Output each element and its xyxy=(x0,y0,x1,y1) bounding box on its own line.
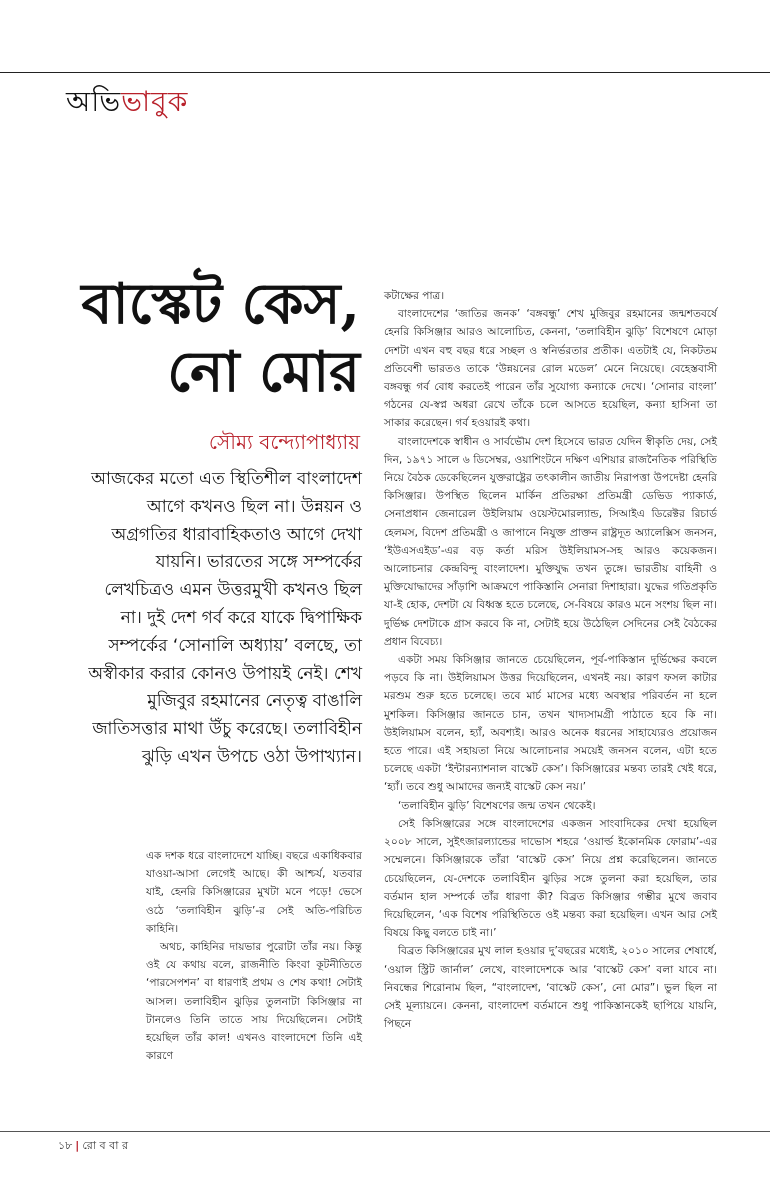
magazine-name: রো ব বা র xyxy=(82,1139,128,1152)
paragraph: সেই কিসিঞ্জারের সঙ্গে বাংলাদেশের একজন সাংবাদিকের দেখা হয়েছিল ২০০৮ সালে, সুইৎজারল্যান্ডের দাভোস শহরে ‘ওয়ার্ল্ড ইকোনমিক ফোরাম’-এর সম্মেলনে। কিসিঞ্জারকে তাঁরা ‘বাস্কেট কেস’ নিয়ে প্রশ্ন করেছিলেন। জানতে চেয়েছিলেন, যে-দেশকে তলাবিহীন ঝুড়ির সঙ্গে তুলনা করা হয়েছিল, তার বর্তমান হাল সম্পর্কে তাঁর ধারণা কী? বিব্রত কিসিঞ্জার গম্ভীর মুখে জবাব দিয়েছিলেন, ‘এক বিশেষ পরিস্থিতিতে ওই মন্তব্য করা হয়েছিল। এখন আর সেই বিষয়ে কিছু বলতে চাই না।’ xyxy=(384,817,717,940)
page-number: ১৮ xyxy=(58,1139,73,1152)
article-title xyxy=(60,270,360,406)
article-author: সৌম্য বন্দ্যোপাধ্যায় xyxy=(208,430,360,454)
article-lede xyxy=(82,466,362,772)
body-column-left xyxy=(146,847,362,1065)
body-column-right xyxy=(384,287,717,1033)
section-header-part1: অভি xyxy=(66,85,122,118)
footer-rule xyxy=(0,1131,770,1132)
page-folio xyxy=(58,1137,128,1156)
lede-text: আজকের মতো এত স্থিতিশীল বাংলাদেশ আগে কখনও ছিল না। উন্নয়ন ও অগ্রগতির ধারাবাহিকতাও আগে দেখা যায়নি। ভারতের সঙ্গে সম্পর্কের লেখচিত্রও এমন উত্তরমুখী কখনও ছিল না। দুই দেশ গর্ব করে যাকে দ্বিপাক্ষিক সম্পর্কের ‘সোনালি অধ্যায়’ বলছে, তা অস্বীকার করার কোনও উপায়ই নেই। শেখ মুজিবুর রহমানের নেতৃত্ব বাঙালি জাতিসত্তার মাথা উঁচু করেছে। তলাবিহীন ঝুড়ি এখন উপচে ওঠা উপাখ্যান। xyxy=(88,469,362,767)
top-rule xyxy=(0,72,770,73)
paragraph: ‘তলাবিহীন ঝুড়ি’ বিশেষণের জন্ম তখন থেকেই। xyxy=(398,799,596,812)
paragraph: এক দশক ধরে বাংলাদেশে যাচ্ছি। বছরে একাধিকবার যাওয়া-আসা লেগেই আছে। কী আশ্চর্য, যতবার যাই, হেনরি কিসিঞ্জারের মুখটা মনে পড়ে! ভেসে ওঠে ‘তলাবিহীন ঝুড়ি’-র সেই অতি-পরিচিত কাহিনি। xyxy=(146,850,362,935)
paragraph: কটাক্ষের পাত্র। xyxy=(384,290,445,302)
paragraph: বিব্রত কিসিঞ্জারের মুখ লাল হওয়ার দু’বছরের মধ্যেই, ২০১০ সালের শেষার্ধে, ‘ওয়াল স্ট্রিট জার্নাল’ লেখে, বাংলাদেশকে আর ‘বাস্কেট কেস’ বলা যাবে না। নিবন্ধের শিরোনাম ছিল, “বাংলাদেশ, ‘বাস্কেট কেস’, নো মোর”। ভুল ছিল না সেই মূল্যায়নে। কেননা, বাংলাদেশ বর্তমানে শুধু পাকিস্তানকেই ছাপিয়ে যায়নি, পিছনে xyxy=(384,945,717,1031)
paragraph: বাংলাদেশের ‘জাতির জনক’ ‘বঙ্গবন্ধু’ শেখ মুজিবুর রহমানের জন্মশতবর্ষে হেনরি কিসিঞ্জার আরও আলোচিত, কেননা, ‘তলাবিহীন ঝুড়ি’ বিশেষণে মোড়া দেশটা এখন বহু বছর ধরে সচ্ছল ও স্বনির্ভরতার প্রতীক। এতটাই যে, নিকটতম প্রতিবেশী ভারতও তাকে ‘উন্নয়নের রোল মডেল’ মেনে নিয়েছে। বেহেস্তবাসী বঙ্গবন্ধু গর্ব বোধ করতেই পারেন তাঁর সুযোগ্য কন্যাকে দেখে। ‘সোনার বাংলা’ গঠনের যে-স্বপ্ন অধরা রেখে তাঁকে চলে আসতে হয়েছিল, কন্যা হাসিনা তা সাকার করেছেন। গর্ব হওয়ারই কথা। xyxy=(384,308,717,430)
paragraph: একটা সময় কিসিঞ্জার জানতে চেয়েছিলেন, পূর্ব-পাকিস্তান দুর্ভিক্ষের কবলে পড়বে কি না। উইলিয়ামস উত্তর দিয়েছিলেন, এখনই নয়। কারণ ফসল কাটার মরশুম শুরু হতে চলেছে। তবে মার্চ মাসের মধ্যে অবস্থার পরিবর্তন না হলে মুশকিল। কিসিঞ্জার জানতে চান, তখন খাদ্যসামগ্রী পাঠাতে হবে কি না। উইলিয়ামস বলেন, হ্যাঁ, অবশ্যই। আরও অনেক ধরনের সাহায্যেরও প্রয়োজন হতে পারে। এই সহায়তা নিয়ে আলোচনার সময়েই জনসন বলেন, এটা হতে চলেছে একটা ‘ইন্টারন্যাশনাল বাস্কেট কেস’। কিসিঞ্জারের মন্তব্য তারই খেই ধরে, ‘হ্যাঁ। তবে শুধু আমাদের জন্যই বাস্কেট কেস নয়।’ xyxy=(384,654,717,794)
article-title-line1: বাস্কেট কেস, xyxy=(81,271,360,337)
section-header-part2: ভাবুক xyxy=(121,85,189,118)
section-header xyxy=(66,80,188,127)
paragraph: বাংলাদেশকে স্বাধীন ও সার্বভৌম দেশ হিসেবে ভারত যেদিন স্বীকৃতি দেয়, সেই দিন, ১৯৭১ সালে ৬ ডিসেম্বর, ওয়াশিংটনে দক্ষিণ এশিয়ার রাজনৈতিক পরিস্থিতি নিয়ে বৈঠক ডেকেছিলেন যুক্তরাষ্ট্রের তৎকালীন জাতীয় নিরাপত্তা উপদেষ্টা হেনরি কিসিঞ্জার। উপস্থিত ছিলেন মার্কিন প্রতিরক্ষা প্রতিমন্ত্রী ডেভিড প্যাকার্ড, সেনাপ্রধান জেনারেল উইলিয়াম ওয়েস্টমোরল্যান্ড, সিআইএ ডিরেক্টর রিচার্ড হেলমস, বিদেশ প্রতিমন্ত্রী ও জাপানে নিযুক্ত প্রাক্তন রাষ্ট্রদূত অ্যালেক্সিস জনসন, ‘ইউএসএইড’-এর বড় কর্তা মরিস উইলিয়ামস-সহ আরও কয়েকজন। আলোচনার কেন্দ্রবিন্দু বাংলাদেশ। মুক্তিযুদ্ধ তখন তুঙ্গে। ভারতীয় বাহিনী ও মুক্তিযোদ্ধাদের সাঁড়াশি আক্রমণে পাকিস্তানি সেনারা দিশাহারা। যুদ্ধের গতিপ্রকৃতি যা-ই হোক, দেশটা যে বিধ্বস্ত হতে চলেছে, সে-বিষয়ে কারও মনে সংশয় ছিল না। দুর্ভিক্ষ দেশটাকে গ্রাস করবে কি না, সেটাই হয়ে উঠেছিল সেদিনের সেই বৈঠকের প্রধান বিবেচ্য। xyxy=(384,435,717,648)
folio-separator: | xyxy=(75,1139,80,1152)
paragraph: অথচ, কাহিনির দায়ভার পুরোটা তাঁর নয়। কিন্তু ওই যে কথায় বলে, রাজনীতি কিংবা কূটনীতিতে ‘পারসেপশন’ বা ধারণাই প্রথম ও শেষ কথা! সেটাই আসল। তলাবিহীন ঝুড়ির তুলনাটা কিসিঞ্জার না টানলেও তিনি তাতে সায় দিয়েছিলেন। সেটাই হয়েছিল তাঁর কাল! এখনও বাংলাদেশে তিনি এই কারণে xyxy=(146,941,362,1063)
article-title-line2: নো মোর xyxy=(167,339,360,405)
